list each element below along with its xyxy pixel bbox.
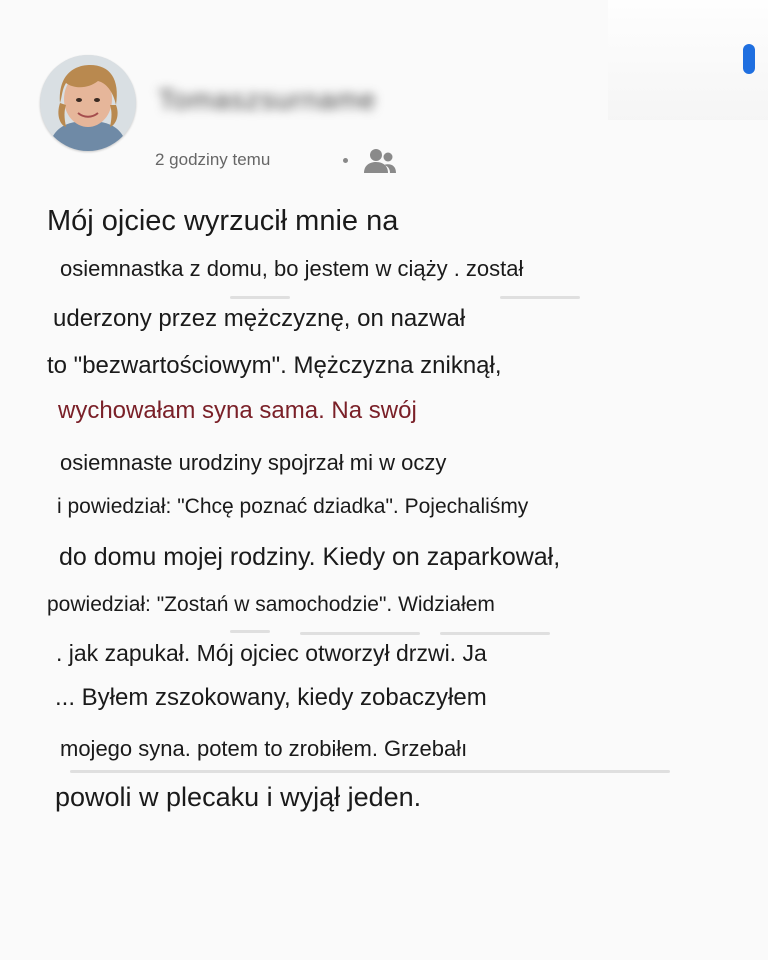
- post-text-line: mojego syna. potem to zrobiłem. Grzebałı: [60, 736, 468, 761]
- post-text-line: i powiedział: "Chcę poznać dziadka". Pojechaliśmy: [57, 495, 529, 518]
- post-text-line: Mój ojciec wyrzucił mnie na: [47, 205, 399, 237]
- post-text-line: osiemnastka z domu, bo jestem w ciąży . został: [60, 256, 524, 281]
- separator-dot: [343, 158, 348, 163]
- artifact-line: [300, 632, 420, 635]
- artifact-line: [70, 770, 670, 773]
- friends-icon[interactable]: [362, 145, 398, 175]
- post-text-line: ... Byłem zszokowany, kiedy zobaczyłem: [55, 684, 487, 711]
- post-text-line: do domu mojej rodziny. Kiedy on zaparkował,: [59, 543, 561, 571]
- artifact-line: [440, 632, 550, 635]
- post-time[interactable]: 2 godziny temu: [155, 150, 271, 169]
- artifact-line: [230, 296, 290, 299]
- artifact-line: [230, 630, 270, 633]
- post-text-line-highlight: wychowałam syna sama. Na swój: [58, 397, 417, 424]
- post-text-line: to "bezwartościowym". Mężczyzna zniknął,: [47, 352, 502, 379]
- post-text-line: osiemnaste urodziny spojrzał mi w oczy: [60, 450, 447, 475]
- avatar[interactable]: [40, 55, 136, 151]
- avatar-image: [40, 55, 136, 151]
- post-text-line: uderzony przez mężczyznę, on nazwał: [53, 305, 466, 332]
- post-text-line: . jak zapukał. Mój ojciec otworzył drzwi. Ja: [56, 640, 487, 666]
- artifact-line: [500, 296, 580, 299]
- post-text-line: powiedział: "Zostań w samochodzie". Widziałem: [47, 593, 495, 616]
- scroll-indicator[interactable]: [743, 44, 755, 74]
- username[interactable]: Tomaszsurname: [158, 84, 377, 115]
- post-text-line: powoli w plecaku i wyjął jeden.: [55, 782, 422, 812]
